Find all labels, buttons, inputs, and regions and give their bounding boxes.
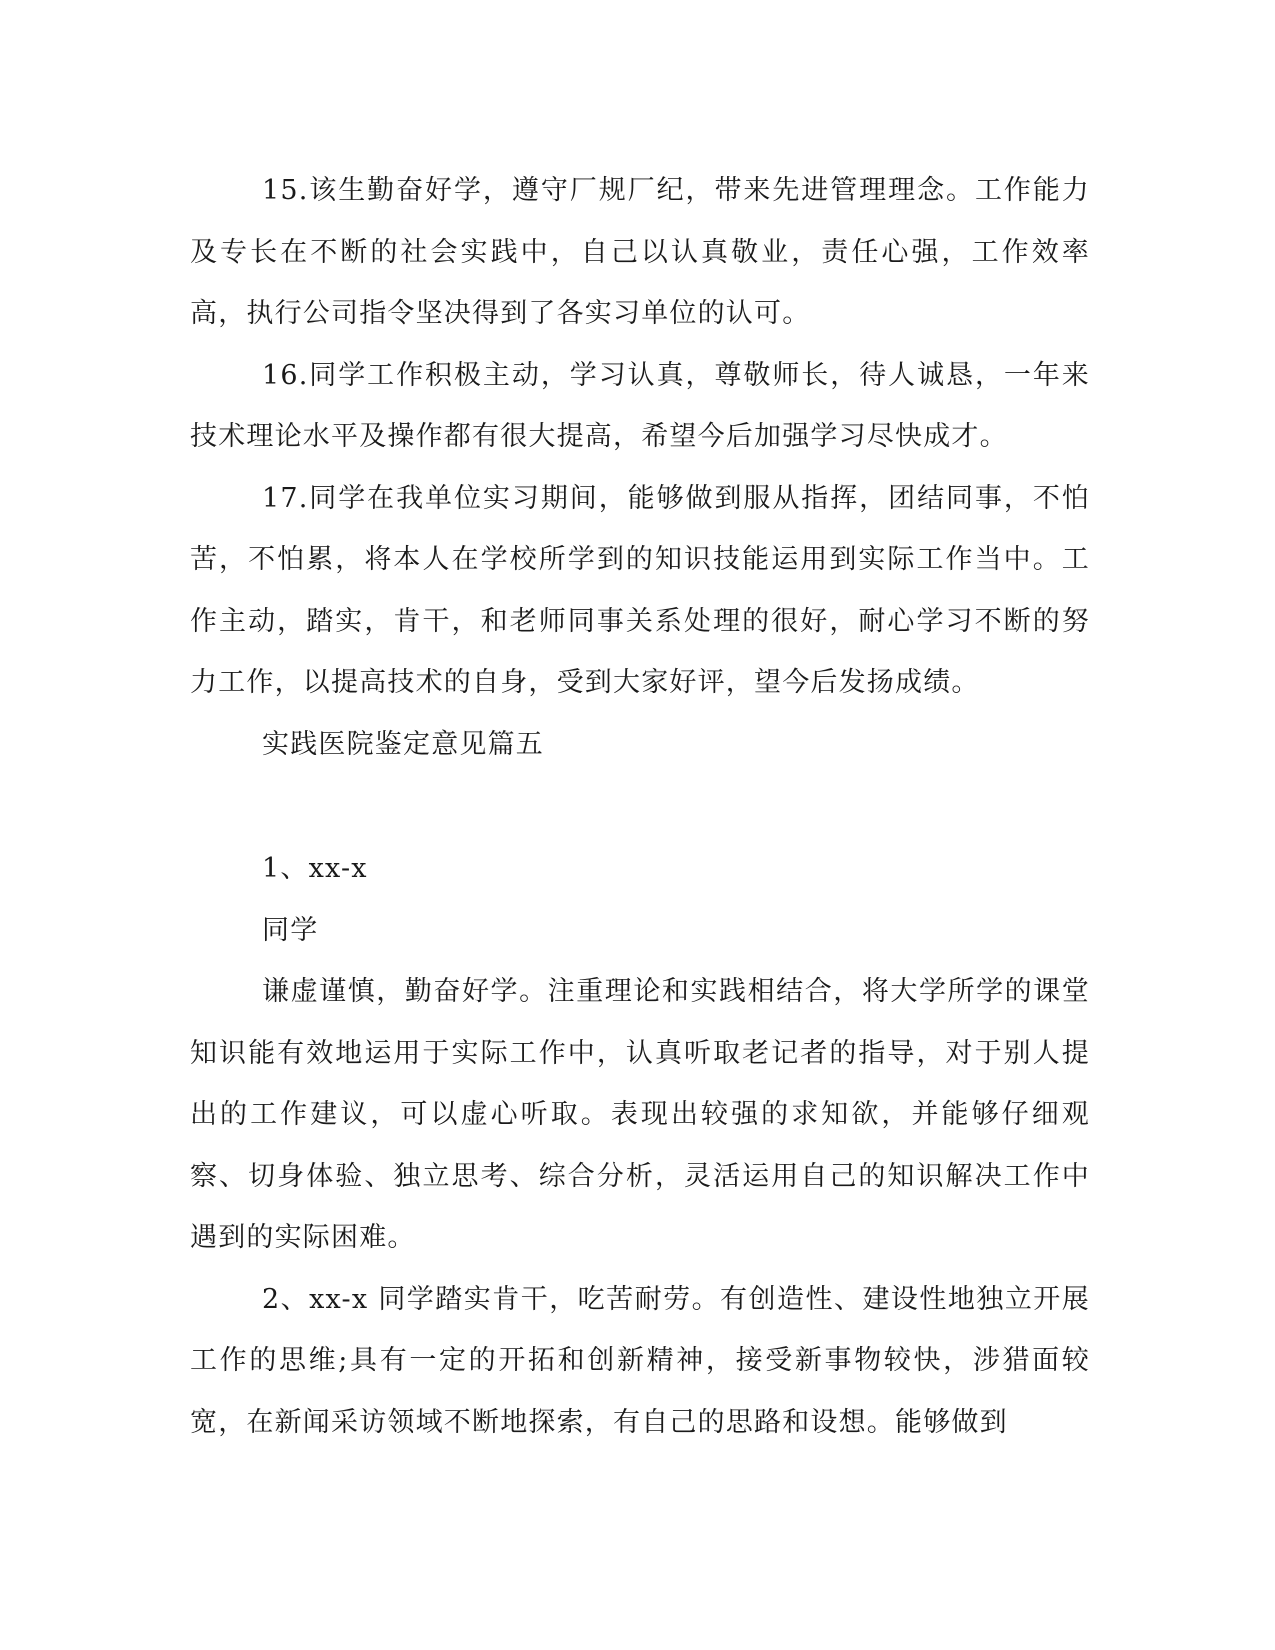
- item-2-body: 2、xx-x 同学踏实肯干，吃苦耐劳。有创造性、建设性地独立开展工作的思维;具有一定的开拓和创新精神，接受新事物较快，涉猎面较宽，在新闻采访领域不断地探索，有自己的思路和设想。能够做到: [190, 1283, 1090, 1438]
- paragraph-16: 16.同学工作积极主动，学习认真，尊敬师长，待人诚恳，一年来技术理论水平及操作都有很大提高，希望今后加强学习尽快成才。: [190, 359, 1090, 452]
- spacer: [190, 775, 1090, 838]
- document-body: [190, 160, 1090, 1453]
- section-heading: 实践医院鉴定意见篇五: [262, 728, 544, 760]
- paragraph-15: 15.该生勤奋好学，遵守厂规厂纪，带来先进管理理念。工作能力及专长在不断的社会实践中，自己以认真敬业，责任心强，工作效率高，执行公司指令坚决得到了各实习单位的认可。: [190, 175, 1090, 329]
- item-1-subject: 同学: [262, 914, 319, 946]
- item-1-body: 谦虚谨慎，勤奋好学。注重理论和实践相结合，将大学所学的课堂知识能有效地运用于实际工作中，认真听取老记者的指导，对于别人提出的工作建议，可以虚心听取。表现出较强的求知欲，并能够仔细观察、切身体验、独立思考、综合分析，灵活运用自己的知识解决工作中遇到的实际困难。: [190, 976, 1090, 1253]
- paragraph-17: 17.同学在我单位实习期间，能够做到服从指挥，团结同事，不怕苦，不怕累，将本人在学校所学到的知识技能运用到实际工作当中。工作主动，踏实，肯干，和老师同事关系处理的很好，耐心学习不断的努力工作，以提高技术的自身，受到大家好评，望今后发扬成绩。: [190, 482, 1090, 698]
- item-1-number: 1、xx-x: [262, 853, 368, 884]
